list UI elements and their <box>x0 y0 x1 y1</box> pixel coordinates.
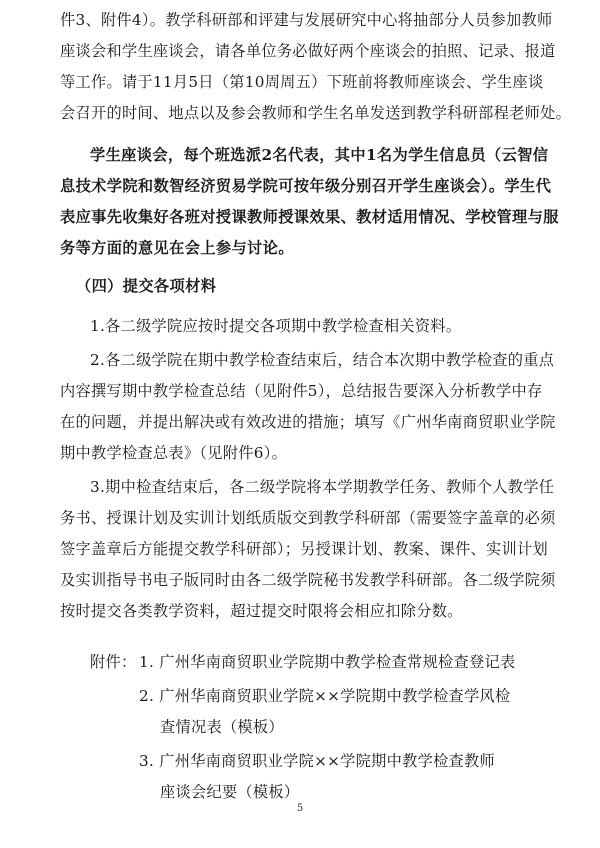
paragraph-line: 座谈会和学生座谈会，请各单位务必做好两个座谈会的拍照、记录、报道 <box>60 42 556 60</box>
attachment-item: 3. 广州华南商贸职业学院××学院期中教学检查教师 <box>139 752 496 770</box>
list-item-line: 3.期中检查结束后，各二级学院将本学期教学任务、教师个人教学任 <box>90 478 555 496</box>
list-item-line: 及实训指导书电子版同时由各二级学院秘书发教学科研部。各二级学院须 <box>60 571 556 589</box>
section-heading: （四）提交各项材料 <box>76 277 217 295</box>
list-item-line: 在的问题，并提出解决或有效改进的措施；填写《广州华南商贸职业学院 <box>60 413 556 431</box>
list-item-line: 按时提交各类教学资料，超过提交时限将会相应扣除分数。 <box>60 602 463 620</box>
attachments-label: 附件： <box>90 653 137 671</box>
attachment-item-cont: 座谈会纪要（模板） <box>160 783 300 801</box>
paragraph-line: 会召开的时间、地点以及参会教师和学生名单发送到教学科研部程老师处。 <box>60 104 572 122</box>
student-meeting-line: 表应事先收集好各班对授课教师授课效果、教材适用情况、学校管理与服 <box>60 208 559 226</box>
student-meeting-line: 务等方面的意见在会上参与讨论。 <box>60 239 294 257</box>
attachment-item: 2. 广州华南商贸职业学院××学院期中教学检查学风检 <box>139 687 511 705</box>
paragraph-line: 件3、附件4）。教学科研部和评建与发展研究中心将抽部分人员参加教师 <box>60 11 553 29</box>
list-item-line: 2.各二级学院在期中教学检查结束后，结合本次期中教学检查的重点 <box>90 351 555 369</box>
list-item-line: 务书、授课计划及实训计划纸质版交到教学科研部（需要签字盖章的必须 <box>60 509 556 527</box>
attachment-item: 1. 广州华南商贸职业学院期中教学检查常规检查登记表 <box>139 653 516 671</box>
page-number: 5 <box>296 803 304 814</box>
list-item-line: 期中教学检查总表》（见附件6）。 <box>60 444 288 462</box>
list-item-line: 签字盖章后方能提交教学科研部）；另授课计划、教案、课件、实训计划 <box>60 540 548 558</box>
student-meeting-line: 学生座谈会，每个班选派2名代表，其中1名为学生信息员（云智信 <box>90 146 549 164</box>
list-item-line: 内容撰写期中教学检查总结（见附件5），总结报告要深入分析教学中存 <box>60 382 543 400</box>
attachment-item-cont: 查情况表（模板） <box>160 718 284 736</box>
student-meeting-line: 息技术学院和数智经济贸易学院可按年级分别召开学生座谈会）。学生代 <box>60 177 552 195</box>
list-item-line: 1.各二级学院应按时提交各项期中教学检查相关资料。 <box>90 317 462 335</box>
paragraph-line: 等工作。请于11月5日（第10周周五）下班前将教师座谈会、学生座谈 <box>60 73 544 91</box>
